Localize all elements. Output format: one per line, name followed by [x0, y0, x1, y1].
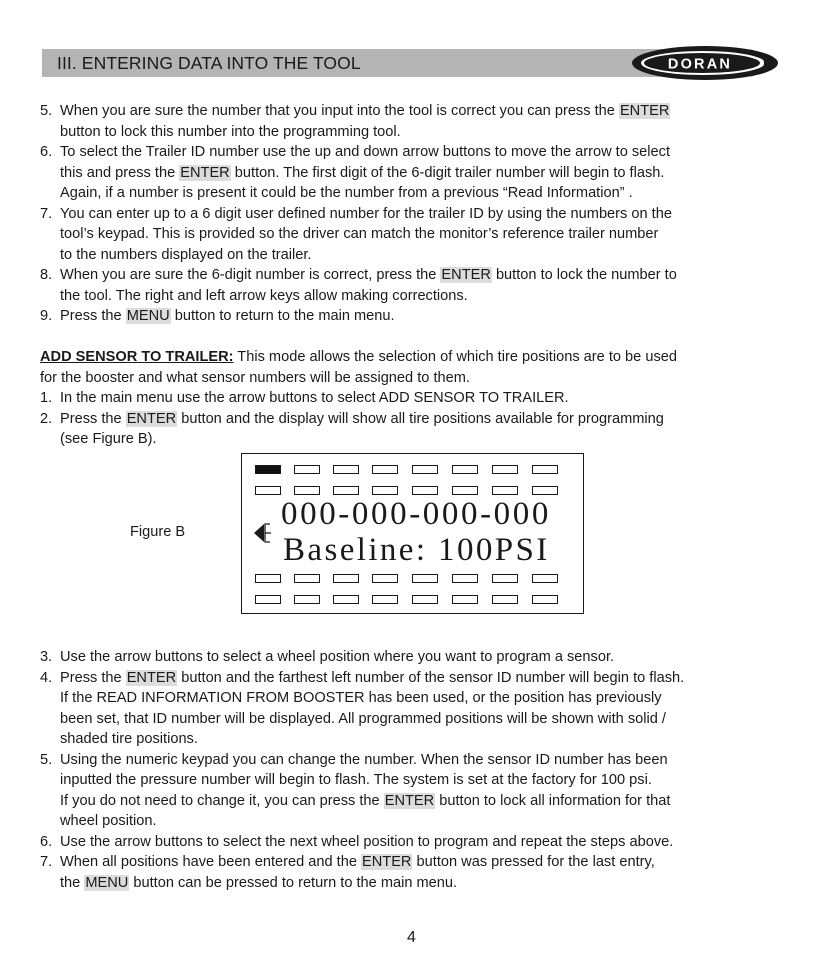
- highlighted-key-label: MENU: [85, 874, 129, 891]
- step-text: button to lock the number to: [491, 267, 677, 283]
- lcd-baseline-line: Baseline: 100PSI: [283, 532, 550, 568]
- step-line: [40, 142, 800, 163]
- step-line: [40, 204, 800, 225]
- step-text: Use the arrow buttons to select the next wheel position to program and repeat the steps above.: [60, 833, 674, 850]
- steps-list-top: [40, 101, 800, 327]
- tire-position: [255, 595, 281, 604]
- page-number: 4: [407, 929, 416, 946]
- tire-position: [294, 574, 320, 583]
- step-text: Press the: [60, 669, 126, 686]
- step-text: button and the display will show all tire positions available for programming: [177, 410, 664, 427]
- highlighted-key-label: ENTER: [126, 669, 177, 686]
- step-text: Again, if a number is present it could be the number from a previous “Read Information” .: [60, 185, 633, 201]
- add-sensor-section: [40, 347, 800, 388]
- tire-position: [372, 486, 398, 495]
- step-text: button can be pressed to return to the main menu.: [129, 874, 458, 891]
- step-number: 5.: [40, 103, 53, 119]
- step-line: [40, 183, 800, 204]
- step-number: 2.: [40, 410, 53, 427]
- tire-position: [452, 574, 478, 583]
- step-line: [40, 388, 800, 409]
- step-line: [40, 245, 800, 266]
- step-number: 6.: [40, 144, 53, 160]
- step-line: [40, 832, 800, 853]
- tire-position: [452, 486, 478, 495]
- step-line: [40, 729, 800, 750]
- step-text: wheel position.: [60, 813, 157, 829]
- tire-position: [532, 595, 558, 604]
- highlighted-key-label: ENTER: [126, 410, 177, 427]
- step-text: If the READ INFORMATION FROM BOOSTER has been used, or the position has previously: [60, 690, 662, 706]
- step-line: [40, 122, 800, 143]
- step-line: [40, 688, 800, 709]
- step-line: [40, 791, 800, 812]
- tire-position: [372, 574, 398, 583]
- step-number: 6.: [40, 833, 53, 850]
- tire-position: [412, 595, 438, 604]
- step-text: When you are sure the number that you input into the tool is correct you can press the: [60, 103, 619, 119]
- step-line: [40, 163, 800, 184]
- step-number: 4.: [40, 669, 53, 686]
- step-text: Press the: [60, 410, 126, 427]
- step-line: [40, 286, 800, 307]
- step-line: [40, 429, 800, 450]
- lcd-id-line: 000-000-000-000: [281, 496, 551, 532]
- tire-position: [412, 574, 438, 583]
- tire-position: [492, 486, 518, 495]
- step-line: [40, 709, 800, 730]
- tire-position: [333, 465, 359, 474]
- highlighted-key-label: ENTER: [441, 267, 491, 283]
- step-text: When you are sure the 6-digit number is correct, press the: [60, 267, 441, 283]
- step-text: the tool. The right and left arrow keys allow making corrections.: [60, 287, 468, 304]
- step-number: 5.: [40, 751, 53, 768]
- tire-position: [412, 486, 438, 495]
- tire-position-selected: [255, 465, 281, 474]
- tire-position: [492, 595, 518, 604]
- step-text: button. The first digit of the 6-digit trailer number will begin to flash.: [230, 164, 665, 181]
- step-text: tool’s keypad. This is provided so the driver can match the monitor’s reference trailer number: [60, 226, 659, 242]
- left-arrow-icon: [254, 522, 272, 544]
- step-line: [40, 873, 800, 894]
- step-text: Using the numeric keypad you can change the number. When the sensor ID number has been: [60, 751, 668, 768]
- step-text: shaded tire positions.: [60, 731, 198, 747]
- step-line: [40, 770, 800, 791]
- tire-position: [532, 486, 558, 495]
- tire-position: [333, 595, 359, 604]
- step-text: Use the arrow buttons to select a wheel position where you want to program a sensor.: [60, 649, 615, 665]
- steps-list-bottom: [40, 647, 800, 893]
- step-line: [40, 224, 800, 245]
- highlighted-key-label: ENTER: [619, 103, 670, 119]
- step-number: 1.: [40, 390, 53, 406]
- step-number: 7.: [40, 205, 53, 222]
- tire-position: [452, 595, 478, 604]
- step-line: [40, 811, 800, 832]
- logo-text: DORAN: [667, 56, 733, 73]
- step-line: [40, 306, 800, 327]
- step-line: [40, 750, 800, 771]
- tire-position: [532, 465, 558, 474]
- highlighted-key-label: ENTER: [362, 854, 412, 870]
- step-line: [40, 668, 800, 689]
- step-line: [40, 647, 800, 668]
- step-text: When all positions have been entered and the: [60, 854, 362, 870]
- step-text: If you do not need to change it, you can press the: [60, 792, 384, 809]
- section-text-line2: for the booster and what sensor numbers will be assigned to them.: [40, 369, 470, 386]
- doran-logo: [630, 44, 788, 82]
- tire-position: [255, 486, 281, 495]
- step-text: button to lock this number into the programming tool.: [60, 123, 401, 140]
- section-heading: ADD SENSOR TO TRAILER:: [40, 349, 234, 365]
- step-number: 3.: [40, 649, 53, 665]
- step-text: button to lock all information for that: [435, 792, 671, 809]
- tire-position: [412, 465, 438, 474]
- tire-position: [333, 486, 359, 495]
- step-number: 7.: [40, 854, 53, 870]
- tire-position: [255, 574, 281, 583]
- lcd-display-figure: [241, 453, 584, 614]
- step-text: button to return to the main menu.: [170, 308, 395, 324]
- step-text: been set, that ID number will be displayed. All programmed positions will be shown with solid /: [60, 710, 666, 727]
- step-text: inputted the pressure number will begin to flash. The system is set at the factory for 100 psi.: [60, 772, 652, 788]
- step-line: [40, 101, 800, 122]
- tire-position: [333, 574, 359, 583]
- step-text: Press the: [60, 308, 126, 324]
- highlighted-key-label: ENTER: [384, 792, 435, 809]
- step-text: button and the farthest left number of the sensor ID number will begin to flash.: [177, 669, 685, 686]
- steps-list-mid: [40, 388, 800, 450]
- tire-position: [492, 465, 518, 474]
- highlighted-key-label: ENTER: [180, 164, 230, 181]
- figure-label: Figure B: [130, 524, 186, 540]
- tire-position: [294, 595, 320, 604]
- step-number: 8.: [40, 267, 53, 283]
- step-line: [40, 852, 800, 873]
- step-number: 9.: [40, 308, 53, 324]
- section-title: III. ENTERING DATA INTO THE TOOL: [57, 53, 361, 73]
- tire-position: [492, 574, 518, 583]
- tire-position: [372, 595, 398, 604]
- step-text: this and press the: [60, 164, 180, 181]
- tire-position: [452, 465, 478, 474]
- step-text: the: [60, 874, 85, 891]
- step-text: To select the Trailer ID number use the up and down arrow buttons to move the arrow to select: [60, 144, 671, 160]
- step-text: You can enter up to a 6 digit user defined number for the trailer ID by using the numbers on the: [60, 205, 672, 222]
- step-line: [40, 265, 800, 286]
- tire-position: [372, 465, 398, 474]
- step-text: button was pressed for the last entry,: [412, 854, 655, 870]
- section-text-line1: This mode allows the selection of which tire positions are to be used: [233, 349, 677, 365]
- step-text: to the numbers displayed on the trailer.: [60, 246, 312, 263]
- step-text: (see Figure B).: [60, 431, 157, 447]
- tire-position: [532, 574, 558, 583]
- tire-position: [294, 486, 320, 495]
- step-text: In the main menu use the arrow buttons to select ADD SENSOR TO TRAILER.: [60, 390, 569, 406]
- tire-position: [294, 465, 320, 474]
- highlighted-key-label: MENU: [126, 308, 170, 324]
- step-line: [40, 409, 800, 430]
